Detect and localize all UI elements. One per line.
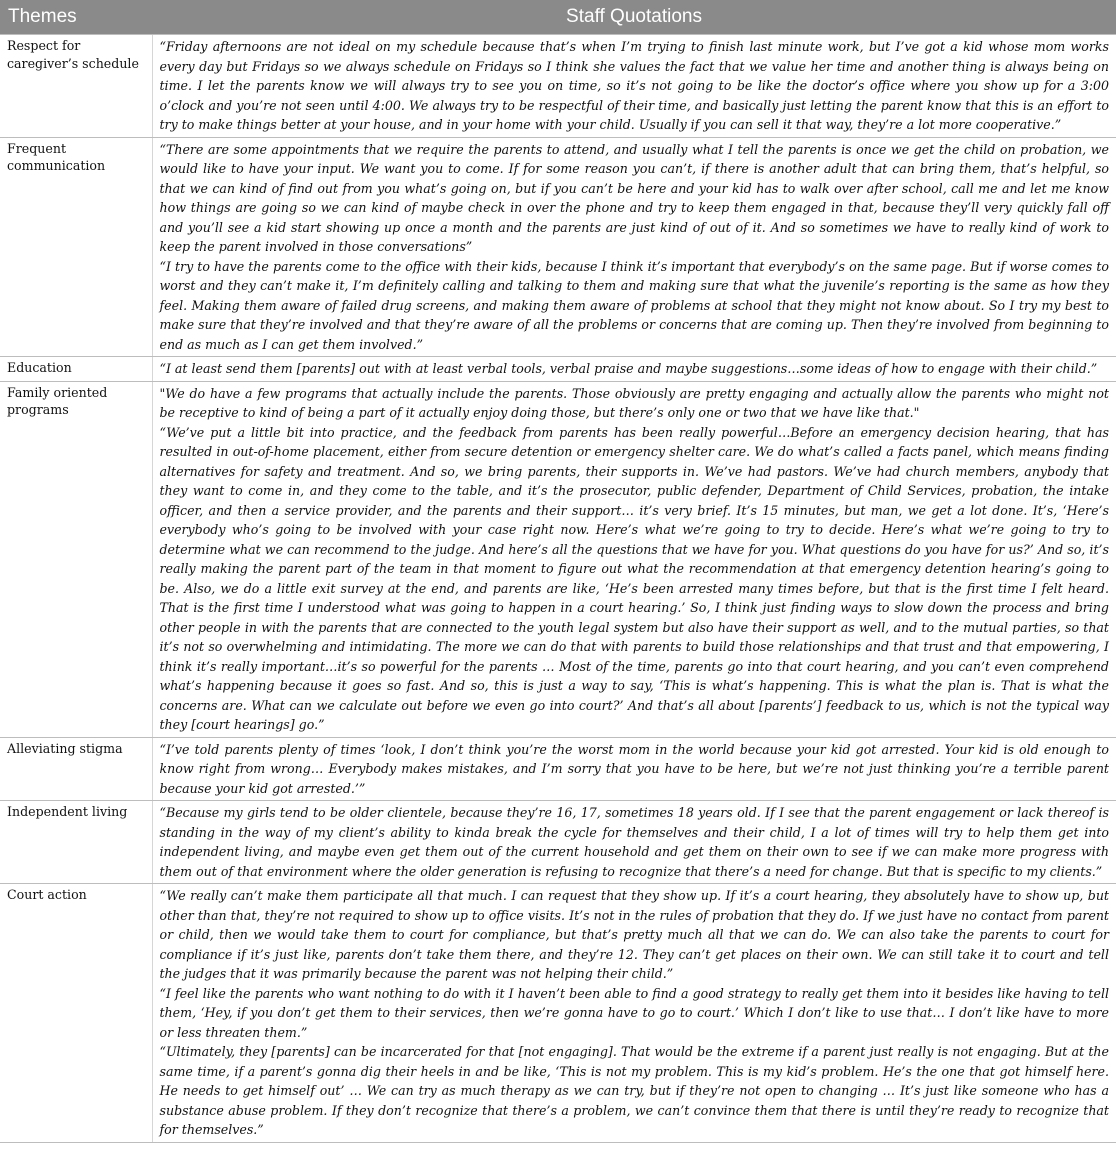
table-row: [0, 884, 1116, 1143]
table-row: [0, 801, 1116, 884]
table-row: [0, 737, 1116, 801]
quotation: “I try to have the parents come to the office with their kids, because I think it’s important that everybody’s on the same page. But if worse comes to worst and they can’t make it, I’m definitely calling and talking to them and making sure that what the juvenile’s reporting is the same as how they feel. Making them aware of failed drug screens, and making them aware of problems at school that they might not know about. So I try my best to make sure that they’re involved and that they’re aware of all the problems or concerns that are coming up. Then they’re involved from beginning to end as much as I can get them involved.”: [159, 258, 1109, 352]
quote-cell: [152, 357, 1116, 382]
quotation: “Ultimately, they [parents] can be incarcerated for that [not engaging]. That would be the extreme if a parent just really is not engaging. But at the same time, if a parent’s gonna dig their heels in and be like, ‘This is not my problem. This is my kid’s problem. He’s the one that got himself here. He needs to get himself out’ … We can try as much therapy as we can try, but if they’re not open to changing … It’s just like someone who has a substance abuse problem. If they don’t recognize that there’s a problem, we can’t convince them that there is until they’re ready to recognize that for themselves.”: [159, 1044, 1109, 1137]
quote-cell: [152, 737, 1116, 801]
quotations-column-header: Staff Quotations: [152, 0, 1116, 35]
quote-cell: [152, 801, 1116, 884]
table-row: [0, 357, 1116, 382]
quotation: “We really can’t make them participate all that much. I can request that they show up. If it’s a court hearing, they absolutely have to show up, but other than that, they’re not required to show up to office visits. It’s not in the rules of probation that they do. If we just have no contact from parent or child, then we would take them to court for compliance, but that’s pretty much all that we can do. We can also take the parents to court for compliance if it’s just like, parents don’t take them there, and they’re 12. They can’t get places on their own. We can still take it to court and tell the judges that it was primarily because the parent was not helping their child.”: [159, 888, 1109, 981]
theme-cell: Respect for caregiver’s schedule: [0, 35, 152, 138]
quote-cell: [152, 884, 1116, 1143]
quotation: “Because my girls tend to be older clientele, because they’re 16, 17, sometimes 18 years old. If I see that the parent engagement or lack thereof is standing in the way of my client’s ability to kinda break the cycle for themselves and their child, I a lot of times will try to help them get into independent living, and maybe even get them out of the current household and get them on their own to see if we can make more progress with them out of that environment where the older generation is refusing to recognize that there’s a need for change. But that is specific to my clients.”: [159, 805, 1109, 879]
quote-cell: [152, 381, 1116, 737]
theme-cell: Family oriented programs: [0, 381, 152, 737]
table-row: [0, 35, 1116, 138]
quote-cell: [152, 137, 1116, 357]
quotation: “I feel like the parents who want nothing to do with it I haven’t been able to find a good strategy to really get them into it besides like having to tell them, ‘Hey, if you don’t get them to their services, then we’re gonna have to go to court.’ Which I don’t like to use that… I don’t like have to more or less threaten them.”: [159, 985, 1109, 1040]
theme-cell: Court action: [0, 884, 152, 1143]
quotation: “We’ve put a little bit into practice, and the feedback from parents has been really powerful…Before an emergency decision hearing, that has resulted in out-of-home placement, either from secure detention or emergency shelter care. We do what’s called a facts panel, which means finding alternatives for safety and treatment. And so, we bring parents, their supports in. We’ve had pastors. We’ve had church members, anybody that they want to come in, and they come to the table, and it’s the prosecutor, public defender, Department of Child Services, probation, the intake officer, and then a service provider, and the parents and their support… it’s very brief. It’s 15 minutes, but man, we get a lot done. It’s, ‘Here’s everybody who’s going to be involved with your case right now. Here’s what we’re going to try to decide. Here’s what we’re going to try to determine what we can recommend to the judge. And here’s all the questions that we have for you. What questions do you have for us?’ And so, it’s really making the parent part of the team in that moment to figure out what the recommendation at that emergency detention hearing’s going to be. Also, we do a little exit survey at the end, and parents are like, ‘He’s been arrested many times before, but that is the first time I felt heard. That is the first time I understood what was going to happen in a court hearing.’ So, I think just finding ways to slow down the process and bring other people in with the parents that are connected to the youth legal system but also have their support as well, and to the mutual parties, so that it’s not so overwhelming and intimidating. The more we can do that with parents to build those relationships and that trust and that empowering, I think it’s really important…it’s so powerful for the parents … Most of the time, parents go into that court hearing, and you can’t even comprehend what’s happening because it goes so fast. And so, this is just a way to say, ‘This is what’s happening. This is what the plan is. That is what the concerns are. What can we calculate out before we even go into court?’ And that’s all about [parents’] feedback to us, which is not the typical way they [court hearings] go.”: [159, 424, 1109, 732]
quote-cell: [152, 35, 1116, 138]
theme-cell: Frequent communication: [0, 137, 152, 357]
quotation: "We do have a few programs that actually include the parents. Those obviously are pretty engaging and actually allow the parents who might not be receptive to kind of being a part of it actually enjoy doing those, but there’s only one or two that we have like that.": [159, 385, 1109, 420]
quotation: “Friday afternoons are not ideal on my schedule because that’s when I’m trying to finish last minute work, but I’ve got a kid whose mom works every day but Fridays so we always schedule on Fridays so I think she values the fact that we value her time and another thing is always being on time. I let the parents know we will always try to see you on time, so it’s not going to be like the doctor’s office where you show up for a 3:00 o’clock and you’re not seen until 4:00. We always try to be respectful of their time, and basically just letting the parent know that this is an effort to try to make things better at your house, and in your home with your child. Usually if you can sell it that way, they’re a lot more cooperative.”: [159, 39, 1109, 132]
table-row: [0, 137, 1116, 357]
themes-column-header: Themes: [0, 0, 152, 35]
theme-cell: Education: [0, 357, 152, 382]
table-row: [0, 381, 1116, 737]
quotation: “I at least send them [parents] out with at least verbal tools, verbal praise and maybe suggestions…some ideas of how to engage with their child.”: [159, 361, 1098, 376]
theme-cell: Independent living: [0, 801, 152, 884]
table-header-row: [0, 0, 1116, 35]
theme-cell: Alleviating stigma: [0, 737, 152, 801]
quotation: “I’ve told parents plenty of times ‘look, I don’t think you’re the worst mom in the world because your kid got arrested. Your kid is old enough to know right from wrong… Everybody makes mistakes, and I’m sorry that you have to be here, but we’re not just thinking you’re a terrible parent because your kid got arrested.’”: [159, 741, 1109, 796]
quotation: “There are some appointments that we require the parents to attend, and usually what I tell the parents is once we get the child on probation, we would like to have your input. We want you to come. If for some reason you can’t, if there is another adult that can bring them, that’s helpful, so that we can kind of find out from you what’s going on, but if you can’t be here and your kid has to walk over after school, call me and let me know how things are going so we can kind of maybe check in over the phone and try to keep them engaged in that, because they’ll very quickly fall off and you’ll see a kid start showing up once a month and the parents are just kind of out of it. And so sometimes we have to really kind of work to keep the parent involved in those conversations”: [159, 141, 1109, 254]
